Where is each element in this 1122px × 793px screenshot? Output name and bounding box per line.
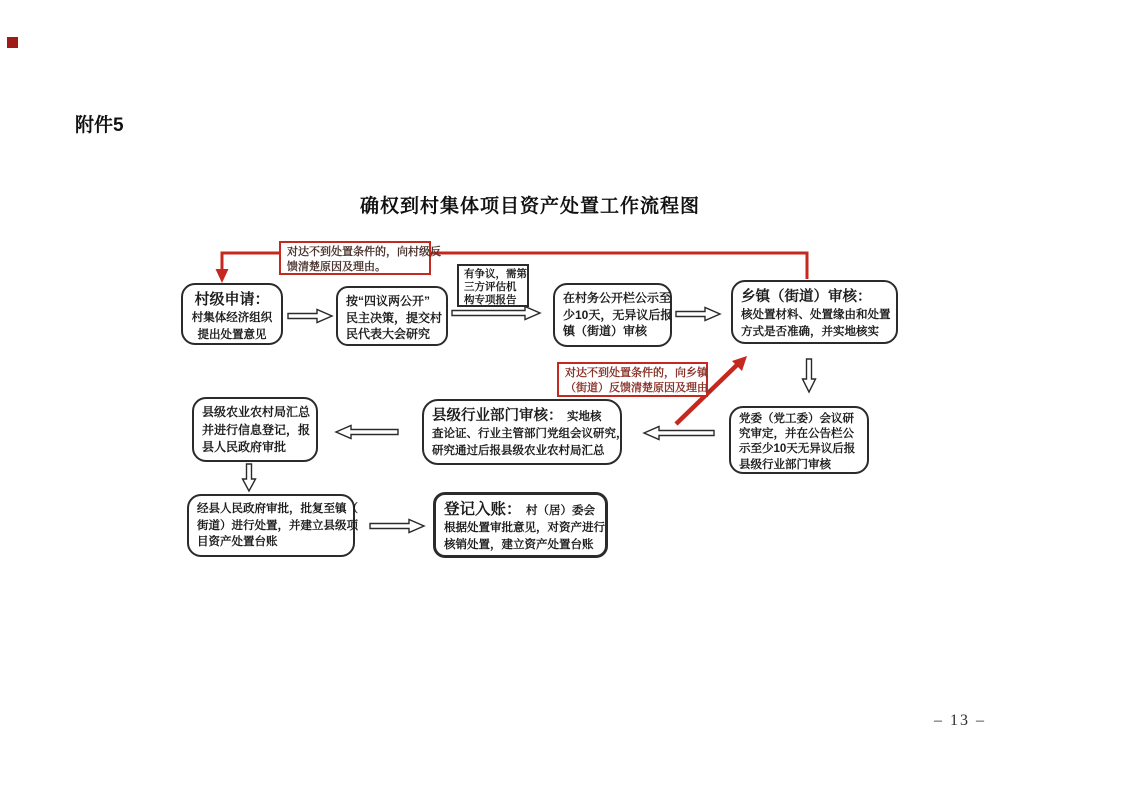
dispute-note-box: [457, 264, 529, 307]
registration-box: [433, 492, 608, 558]
box-line: 提出处置意见: [197, 328, 267, 341]
flowchart-title: 确权到村集体项目资产处置工作流程图: [359, 196, 700, 217]
box-line: 村集体经济组织: [191, 312, 273, 324]
box-heading: 县级行业部门审核：: [432, 408, 563, 424]
box-line: 根据处置审批意见，对资产进行: [444, 522, 605, 534]
feedback-line: （街道）反馈清楚原因及理由。: [565, 381, 719, 394]
flow-arrow-right-3-icon: [676, 308, 720, 321]
attachment-label: 附件5: [75, 115, 124, 136]
flow-arrow-left-1-icon: [644, 427, 714, 440]
village-apply-box: [181, 283, 283, 345]
box-heading: 乡镇（街道）审核：: [741, 289, 872, 305]
flow-arrow-left-2-icon: [336, 426, 398, 439]
box-line: 县人民政府审批: [202, 440, 287, 454]
box-heading-tail: 村（居）委会: [525, 505, 595, 517]
four-discussion-box: [336, 286, 448, 346]
box-line: 方式是否准确，并实地核实: [741, 325, 879, 338]
box-line: 少10天，无异议后报: [563, 307, 673, 322]
page-number: – 13 –: [934, 712, 986, 729]
county-industry-review-box: [422, 399, 628, 465]
box-line: 查论证、行业主管部门党组会议研究，: [432, 428, 628, 440]
box-line: 党委（党工委）会议研: [739, 413, 854, 425]
box-line: 究审定，并在公告栏公: [739, 428, 854, 441]
box-line: 目资产处置台账: [197, 536, 278, 548]
box-heading-tail: 实地核: [566, 411, 602, 423]
flow-arrow-right-2-icon: [452, 307, 540, 320]
flow-arrow-down-2-icon: [243, 464, 256, 491]
feedback-line: 对达不到处置条件的，向村级反: [287, 246, 441, 258]
box-line: 街道）进行处置，并建立县级项: [197, 519, 358, 532]
red-arrowhead-down-icon: [216, 269, 229, 283]
box-line: 民代表大会研究: [346, 327, 431, 341]
box-line: 构专项报告: [464, 294, 517, 306]
red-feedback-line-left: [222, 253, 279, 271]
township-review-box: [731, 280, 898, 344]
box-line: 三方评估机: [464, 281, 517, 293]
box-line: 在村务公开栏公示至: [563, 291, 672, 305]
feedback-to-township-box: [557, 362, 719, 397]
county-agriculture-box: [192, 397, 318, 462]
box-line: 民主决策，提交村: [346, 310, 443, 325]
party-committee-box: [729, 406, 869, 474]
box-line: 县级行业部门审核: [739, 458, 831, 471]
box-heading: 登记入账：: [444, 501, 522, 518]
feedback-line: 对达不到处置条件的，向乡镇: [565, 367, 708, 379]
box-line: 经县人民政府审批，批复至镇（: [197, 503, 358, 515]
box-line: 按“四议两公开”: [346, 294, 431, 308]
box-heading: 村级申请：: [194, 291, 270, 308]
box-line: 县级农业农村局汇总: [202, 405, 311, 419]
publicity-box: [553, 283, 672, 347]
flow-arrow-right-4-icon: [370, 520, 424, 533]
feedback-to-village-box: [279, 241, 441, 275]
box-line: 镇（街道）审核: [563, 324, 648, 338]
box-line: 核处置材料、处置缘由和处置: [741, 309, 891, 321]
box-line: 研究通过后报县级农业农村局汇总: [432, 444, 605, 457]
box-line: 示至少10天无异议后报: [739, 443, 856, 456]
feedback-line: 馈清楚原因及理由。: [287, 260, 386, 273]
flow-arrow-down-1-icon: [803, 359, 816, 392]
county-approval-box: [187, 494, 358, 557]
box-line: 有争议，需第: [464, 268, 527, 280]
box-line: 并进行信息登记，报: [202, 422, 311, 437]
box-line: 核销处置，建立资产处置台账: [444, 538, 594, 551]
flow-arrow-right-1-icon: [288, 310, 332, 323]
